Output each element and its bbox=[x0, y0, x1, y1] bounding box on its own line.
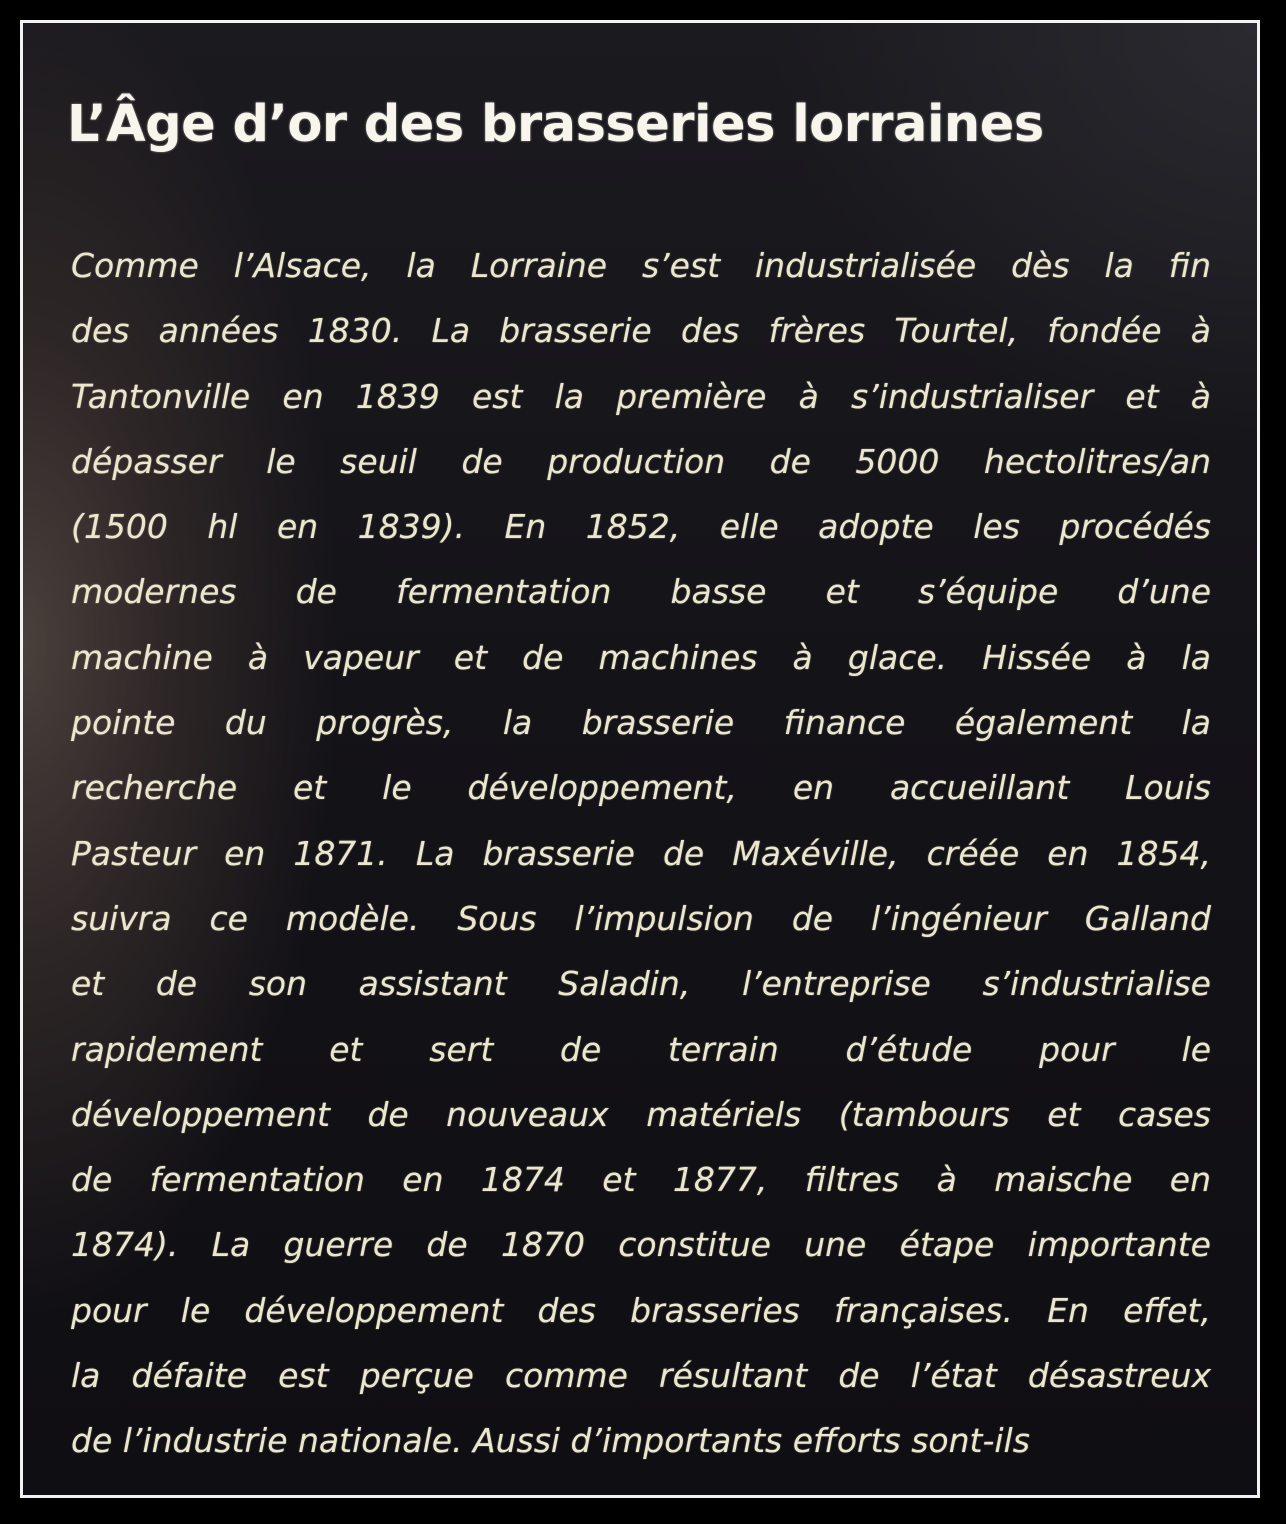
text-line: développement de nouveaux matériels (tambours et cases bbox=[71, 1094, 1211, 1134]
text-line: la défaite est perçue comme résultant de l’état désastreux bbox=[71, 1356, 1211, 1396]
text-line: des années 1830. La brasserie des frères Tourtel, fondée à bbox=[71, 311, 1211, 351]
text-line: Pasteur en 1871. La brasserie de Maxéville, créée en 1854, bbox=[71, 833, 1211, 873]
text-line: de l’industrie nationale. Aussi d’importants efforts sont-ils bbox=[71, 1421, 1030, 1461]
text-line: dépasser le seuil de production de 5000 hectolitres/an bbox=[71, 441, 1211, 481]
text-line: et de son assistant Saladin, l’entreprise s’industrialise bbox=[71, 964, 1211, 1004]
text-line: Tantonville en 1839 est la première à s’industrialiser et à bbox=[71, 376, 1211, 416]
text-line: Comme l’Alsace, la Lorraine s’est industrialisée dès la fin bbox=[71, 246, 1211, 285]
text-line: recherche et le développement, en accueillant Louis bbox=[71, 768, 1211, 808]
text-line: suivra ce modèle. Sous l’impulsion de l’ingénieur Galland bbox=[71, 898, 1211, 938]
text-line: (1500 hl en 1839). En 1852, elle adopte les procédés bbox=[71, 507, 1211, 547]
text-line: machine à vapeur et de machines à glace. Hissée à la bbox=[71, 637, 1211, 677]
text-line: pour le développement des brasseries françaises. En effet, bbox=[71, 1290, 1211, 1330]
text-line: rapidement et sert de terrain d’étude pour le bbox=[71, 1029, 1211, 1069]
text-line: 1874). La guerre de 1870 constitue une étape importante bbox=[71, 1225, 1211, 1265]
text-line: modernes de fermentation basse et s’équipe d’une bbox=[71, 572, 1211, 612]
panel-title: L’Âge d’or des brasseries lorraines bbox=[67, 95, 1044, 154]
panel-body-text bbox=[71, 233, 1211, 1474]
text-line: pointe du progrès, la brasserie finance également la bbox=[71, 703, 1211, 743]
text-line: de fermentation en 1874 et 1877, filtres à maische en bbox=[71, 1160, 1211, 1200]
information-panel bbox=[20, 20, 1260, 1498]
